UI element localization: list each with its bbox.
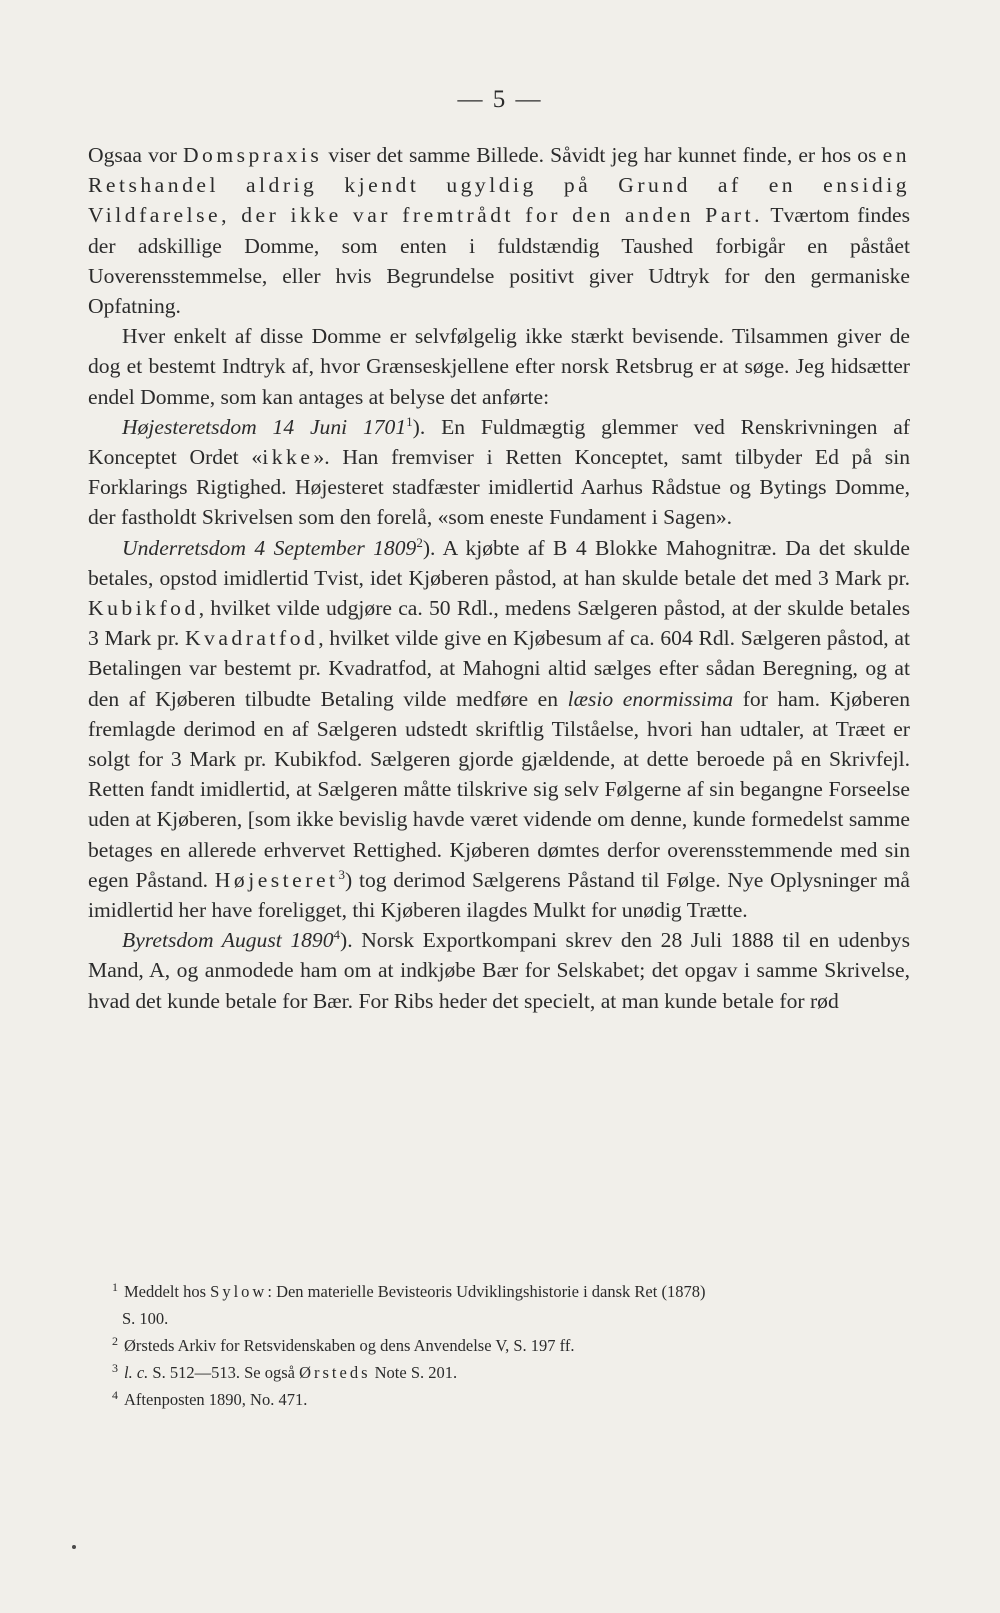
footnote-reference: 1 (406, 413, 413, 429)
spaced-text: Kvadratfod (184, 626, 319, 651)
spaced-text: Ørsteds (299, 1363, 371, 1382)
footnote-number: 3 (112, 1360, 118, 1375)
ink-speck (72, 1545, 76, 1549)
spaced-text: Domspraxis (182, 143, 323, 167)
text-span: Ogsaa vor (88, 143, 183, 167)
paragraph-summary: Hver enkelt af disse Domme er selvfølgelig ikke stærkt bevisende. Tilsammen giver de dog et bestemt Indtryk af, hvor Grænseskjellene efter norsk Retsbrug er at søge. Jeg hidsætter endel Domme, som kan antages at belyse det anførte: (88, 324, 910, 409)
footnote-1 (112, 1278, 910, 1332)
page-number: — 5 — (457, 86, 543, 113)
text-span: l. c. (124, 1363, 149, 1382)
text-span: Aftenposten 1890, No. 471. (124, 1390, 308, 1409)
text-span: , hvilket vilde give en Kjøbesum af ca. 604 Rdl. Sælgeren påstod, at Betalingen var bestemt pr. Kvadratfod, at Mahogni altid sælges efter sådan Beregning, og at den af Kjøberen tilbudte Betaling vilde medføre en (88, 626, 910, 711)
text-span: ). Norsk Exportkompani skrev den 28 Juli 1888 til en udenbys Mand, A, og anmodede ham om at indkjøbe Bær for Selskabet; det opgav i samme Skrivelse, hvad det kunde betale for Bær. For Ribs heder det specielt, at man kunde betale for rød (88, 928, 910, 1013)
text-span: Ørsteds Arkiv for Retsvidenskaben og dens Anvendelse V, S. 197 ff. (124, 1336, 575, 1355)
text-span: S. 100. (122, 1309, 169, 1328)
text-span: S. 512—513. Se også (148, 1363, 300, 1382)
footnote-divider (88, 1258, 910, 1259)
footnote-3 (112, 1359, 910, 1386)
text-span: Tværtom findes der adskillige Domme, som enten i fuldstændig Taushed forbigår en påstået Uoverensstemmelse, eller hvis Begrundelse positivt giver Udtryk for den germaniske Opfatning. (88, 203, 910, 319)
text-span: ) tog derimod Sælgerens Påstand til Følge. Nye Oplysninger må imidlertid her have foreligget, thi Kjøberen ilagdes Mulkt for unødig Trætte. (88, 867, 910, 923)
footnote-number: 4 (112, 1387, 118, 1402)
text-span: Meddelt hos (124, 1282, 211, 1301)
latin-phrase: læsio enormissima (567, 686, 734, 711)
spaced-text: en Retshandel aldrig kjendt ugyldig på Grund af en ensidig Vildfarelse, der ikke var fremtrådt for den anden Part. (88, 143, 910, 228)
text-span: Note S. 201. (370, 1363, 458, 1382)
body-text (88, 140, 910, 1016)
paragraph-domspraxis (88, 140, 910, 321)
paragraph-byretsdom-1890 (88, 925, 910, 1016)
footnote-2 (112, 1332, 910, 1359)
court-reference: Højesteretsdom 14 Juni 1701 (122, 414, 407, 439)
footnote-reference: 2 (416, 534, 423, 550)
court-reference: Byretsdom August 1890 (122, 928, 334, 953)
footnote-reference: 4 (333, 927, 341, 943)
footnotes (112, 1278, 910, 1413)
spaced-text: Sylow (210, 1282, 268, 1301)
text-span: , hvilket vilde udgjøre ca. 50 Rdl., medens Sælgeren påstod, at der skulde betales 3 Mark pr. (88, 596, 910, 651)
footnote-4 (112, 1386, 910, 1413)
spaced-text: Kubikfod (88, 596, 199, 621)
paragraph-underretsdom-1809 (88, 533, 910, 926)
text-span: ). En Fuldmægtig glemmer ved Renskrivningen af Konceptet Ordet « (88, 414, 910, 470)
footnote-number: 2 (112, 1333, 118, 1348)
text-span: : Den materielle Bevisteoris Udviklingshistorie i dansk Ret (1878) (267, 1282, 706, 1301)
court-reference: Underretsdom 4 September 1809 (122, 535, 417, 560)
text-span: viser det samme Billede. Såvidt jeg har kunnet finde, er hos os (322, 143, 883, 167)
paragraph-hojesteretsdom-1701 (88, 412, 910, 533)
text-span: ). A kjøbte af B 4 Blokke Mahognitræ. Da det skulde betales, opstod imidlertid Tvist, idet Kjøberen påstod, at han skulde betale det med 3 Mark pr. (88, 535, 910, 590)
footnote-reference: 3 (338, 866, 346, 882)
spaced-text: Højesteret (214, 867, 339, 892)
spaced-text: ikke (262, 445, 314, 470)
footnote-number: 1 (112, 1279, 118, 1294)
text-span: ». Han fremviser i Retten Konceptet, samt tilbyder Ed på sin Forklarings Rigtighed. Højesteret stadfæster imidlertid Aarhus Rådstue og Bytings Domme, der fastholdt Skrivelsen som den forelå, «som eneste Fundament i Sagen». (88, 445, 910, 530)
text-span: for ham. Kjøberen fremlagde derimod en af Sælgeren udstedt skriftlig Tilståelse, hvori han udtaler, at Træet er solgt for 3 Mark pr. Kubikfod. Sælgeren gjorde gjældende, at dette beroede på en Skrivfejl. Retten fandt imidlertid, at Sælgeren måtte tilskrive sig selv Følgerne af sin begangne Forseelse uden at Kjøberen, [som ikke bevislig havde været vidende om denne, kunde formedelst samme betages en allerede erhvervet Rettighed. Kjøberen dømtes derfor overensstemmende med sin egen Påstand. (88, 686, 911, 892)
